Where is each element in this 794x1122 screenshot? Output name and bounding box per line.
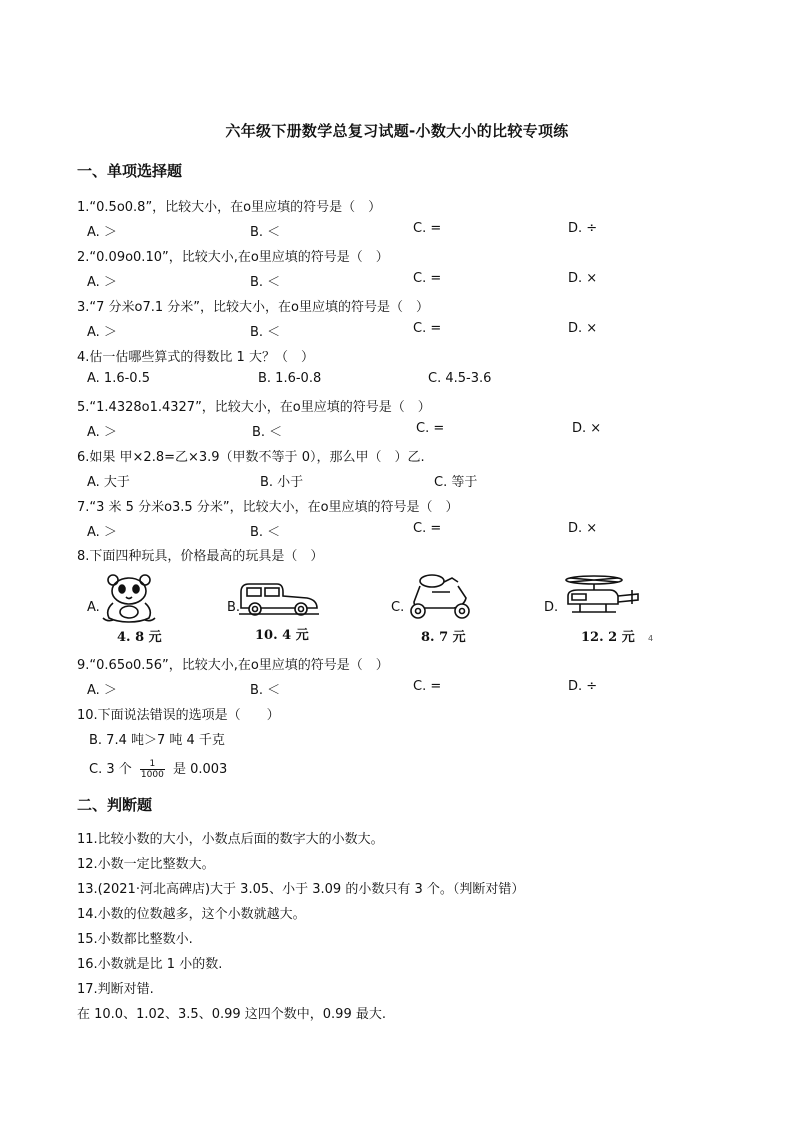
option-c-suffix: 是 0.003 [172, 762, 228, 777]
option-b: B. 小于 [260, 475, 304, 490]
option-a: A. ＞ [87, 525, 117, 540]
option-b: B. 1.6-0.8 [258, 371, 322, 386]
option-c: C. = [413, 521, 442, 536]
question-9: 9.“0.65o0.56”，比较大小,在o里应填的符号是（ ） [77, 658, 389, 673]
option-c: C. = [413, 679, 442, 694]
question-17: 17.判断对错. [77, 982, 154, 997]
price-label: 10. 4 元 [255, 628, 309, 643]
option-d: D. × [568, 271, 598, 286]
price-label: 12. 2 元 [581, 630, 635, 645]
option-a: A. [87, 600, 100, 615]
option-c: C. 等于 [434, 475, 478, 490]
option-d: D. × [572, 421, 602, 436]
option-c: C. = [413, 321, 442, 336]
question-8: 8.下面四种玩具，价格最高的玩具是（ ） [77, 549, 324, 564]
question-1: 1.“0.5o0.8”，比较大小，在o里应填的符号是（ ） [77, 200, 382, 215]
option-b: B. [227, 600, 241, 615]
option-b: B. 7.4 吨＞7 吨 4 千克 [89, 733, 225, 748]
section-heading-choice: 一、单项选择题 [77, 162, 183, 180]
option-a: A. ＞ [87, 325, 117, 340]
option-a: A. ＞ [87, 275, 117, 290]
option-c: C. = [416, 421, 445, 436]
option-a: A. ＞ [87, 225, 117, 240]
fraction-denominator: 1000 [140, 770, 164, 780]
option-d: D. ÷ [568, 679, 598, 694]
question-13: 13.(2021·河北高碑店)大于 3.05、小于 3.09 的小数只有 3 个。（判断对错） [77, 882, 525, 897]
option-c-prefix: C. 3 个 [89, 762, 132, 777]
question-2: 2.“0.09o0.10”，比较大小,在o里应填的符号是（ ） [77, 250, 389, 265]
option-d: D. × [568, 321, 598, 336]
helicopter-toy-icon [562, 574, 644, 620]
question-4: 4.估一估哪些算式的得数比 1 大？（ ） [77, 350, 314, 365]
option-a: A. ＞ [87, 425, 117, 440]
option-b: B. ＜ [250, 275, 281, 290]
question-5: 5.“1.4328o1.4327”，比较大小，在o里应填的符号是（ ） [77, 400, 431, 415]
option-c: C. = [413, 221, 442, 236]
option-b: B. ＜ [250, 525, 281, 540]
toy-car-icon [237, 578, 321, 618]
question-11: 11.比较小数的大小，小数点后面的数字大的小数大。 [77, 832, 384, 847]
question-6: 6.如果 甲×2.8=乙×3.9（甲数不等于 0），那么甲（ ）乙. [77, 450, 425, 465]
option-c: C. [391, 600, 405, 615]
question-7: 7.“3 米 5 分米o3.5 分米”，比较大小，在o里应填的符号是（ ） [77, 500, 459, 515]
option-b: B. ＜ [250, 225, 281, 240]
section-heading-judgement: 二、判断题 [77, 796, 153, 814]
question-3: 3.“7 分米o7.1 分米”，比较大小，在o里应填的符号是（ ） [77, 300, 429, 315]
option-d: D. [544, 600, 559, 615]
option-b: B. ＜ [250, 325, 281, 340]
price-label: 4. 8 元 [117, 630, 162, 645]
option-a: A. 大于 [87, 475, 130, 490]
question-17-statement: 在 10.0、1.02、3.5、0.99 这四个数中，0.99 最大. [77, 1007, 386, 1022]
option-a: A. 1.6-0.5 [87, 371, 150, 386]
question-10: 10.下面说法错误的选项是（ ） [77, 708, 280, 723]
question-12: 12.小数一定比整数大。 [77, 857, 215, 872]
option-b: B. ＜ [250, 683, 281, 698]
option-b: B. ＜ [252, 425, 283, 440]
option-d: D. × [568, 521, 598, 536]
option-c [89, 758, 227, 780]
option-a: A. ＞ [87, 683, 117, 698]
option-c: C. = [413, 271, 442, 286]
teddy-bear-toy-icon [99, 572, 161, 624]
fraction [140, 759, 165, 780]
fraction-numerator: 1 [140, 759, 165, 770]
question-16: 16.小数就是比 1 小的数. [77, 957, 223, 972]
question-14: 14.小数的位数越多，这个小数就越大。 [77, 907, 306, 922]
stray-mark: 4 [648, 634, 654, 643]
price-label: 8. 7 元 [421, 630, 466, 645]
option-d: D. ÷ [568, 221, 598, 236]
page-title: 六年级下册数学总复习试题-小数大小的比较专项练 [225, 122, 569, 140]
scooter-toy-icon [402, 572, 478, 622]
question-15: 15.小数都比整数小. [77, 932, 193, 947]
option-c: C. 4.5-3.6 [428, 371, 492, 386]
